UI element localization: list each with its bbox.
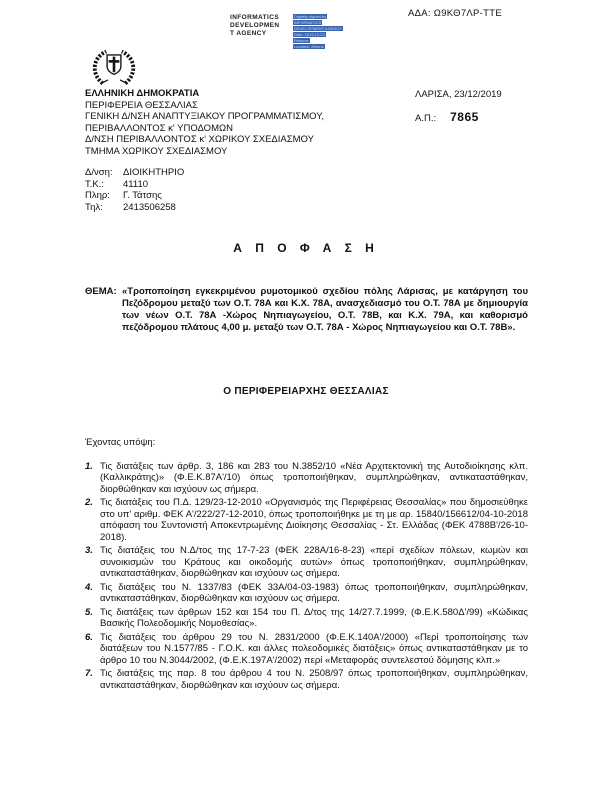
item-text: Τις διατάξεις των άρθρων 152 και 154 του Π. Δ/τος της 14/27.7.1999, (Φ.Ε.Κ.580Δ'/99) «Κώδικας Βασικής Πολεοδομικής Νομοθεσίας». — [100, 606, 528, 629]
legal-item — [85, 545, 528, 580]
item-number: 2. — [85, 497, 93, 508]
legal-item — [85, 582, 528, 605]
decision-body — [85, 437, 528, 693]
legal-item — [85, 632, 528, 667]
address-value: ΔΙΟΙΚΗΤΗΡΙΟ — [123, 167, 185, 178]
org-line-general-directorate: ΓΕΝΙΚΗ Δ/ΝΣΗ ΑΝΑΠΤΥΞΙΑΚΟΥ ΠΡΟΓΡΑΜΜΑΤΙΣΜΟΥ, — [85, 111, 325, 122]
item-text: Τις διατάξεις του Ν.Δ/τος της 17-7-23 (ΦΕΚ 228Α/16-8-23) «περί σχεδίων πόλεων, κωμών και συνοικισμών του Κράτους και οικοδομής αυτών» όπως τροποποιήθηκαν, συμπληρώθηκαν, αντικαταστάθηκαν, διορθώθηκαν και ισχύουν ως σήμερα. — [100, 545, 528, 579]
tel-label: Τηλ: — [85, 201, 103, 213]
item-number: 5. — [85, 606, 93, 618]
stamp-signature-line: Location: Athens — [294, 44, 324, 49]
org-line-department: ΤΜΗΜΑ ΧΩΡΙΚΟΥ ΣΧΕΔΙΑΣΜΟΥ — [85, 145, 228, 157]
item-text: Τις διατάξεις του άρθρου 29 του Ν. 2831/2000 (Φ.Ε.Κ.140Α'/2000) «Περί τροποποίησης των διατάξεων του Ν.1577/85 - Γ.Ο.Κ. και άλλες πολεοδομικές διατάξεις» όπως αντικαταστάθηκαν με το άρθρο 10 του Ν.3044/2002, (Φ.Ε.Κ.197Α'/2002) περί «Μεταφοράς συντελεστού δόμησης κλπ.» — [100, 631, 528, 666]
stamp-signature-details — [293, 14, 343, 50]
item-text: Τις διατάξεις του Ν. 1337/83 (ΦΕΚ 33Α/04-03-1983) όπως τροποποιήθηκαν, συμπληρώθηκαν, αντικαταστάθηκαν, διορθώθηκαν και ισχύουν ως σήμερα. — [100, 581, 528, 604]
legal-item — [85, 497, 528, 543]
tel-value: 2413506258 — [123, 201, 176, 213]
item-text: Τις διατάξεις του Π.Δ. 129/23-12-2010 «Οργανισμός της Περιφέρειας Θεσσαλίας» που δημοσιεύθηκε στο υπ' αριθμ. ΦΕΚ Α'/222/27-12-2010, όπως τροποποιήθηκε με τη με αρ. 15840/156612/04-10-2018 απόφαση του Συντονιστή Αποκεντρωμένης Διοίκησης Θεσσαλίας - Στ. Ελλάδας (ΦΕΚ 4788Β'/26-10-2018). — [100, 497, 528, 543]
legal-item — [85, 607, 528, 630]
address-label: Δ/νση: — [85, 167, 113, 178]
info-label: Πληρ: — [85, 190, 110, 201]
stamp-signature-line: Digitally signed by — [294, 14, 327, 19]
city-date: ΛΑΡΙΣΑ, 23/12/2019 — [415, 89, 502, 100]
item-number: 1. — [85, 460, 93, 472]
ada-number: ΑΔΑ: Ω9ΚΘ7ΛΡ-ΤΤΕ — [408, 8, 502, 19]
org-line-republic: ΕΛΛΗΝΙΚΗ ΔΗΜΟΚΡΑΤΙΑ — [85, 88, 200, 99]
org-line-directorate: Δ/ΝΣΗ ΠΕΡΙΒΑΛΛΟΝΤΟΣ κ' ΧΩΡΙΚΟΥ ΣΧΕΔΙΑΣΜΟΥ — [85, 134, 314, 145]
item-number: 3. — [85, 545, 93, 556]
stamp-signature-line: INFORMATICS — [294, 20, 322, 25]
item-number: 4. — [85, 581, 93, 593]
item-text: Τις διατάξεις της παρ. 8 του άρθρου 4 του Ν. 2508/97 όπως τροποποιήθηκαν, συμπληρώθηκαν, αντικαταστάθηκαν, διορθώθηκαν και ισχύουν ως σήμερα. — [100, 668, 528, 691]
protocol-label: Α.Π.: — [415, 113, 437, 124]
legal-item — [85, 461, 528, 496]
stamp-signature-line: Reason: — [294, 38, 309, 43]
stamp-agency-line: INFORMATICS — [230, 14, 280, 21]
stamp-signature-line: DEVELOPMENT AGENCY — [294, 26, 342, 31]
digital-signature-stamp — [230, 14, 343, 50]
contact-info-row — [85, 190, 184, 202]
subject-block — [85, 286, 528, 334]
considering-label: Έχοντας υπόψη: — [85, 437, 156, 448]
authority-title: Ο ΠΕΡΙΦΕΡΕΙΑΡΧΗΣ ΘΕΣΣΑΛΙΑΣ — [223, 386, 389, 397]
contact-zip-row — [85, 179, 184, 191]
item-number: 7. — [85, 668, 93, 679]
stamp-agency-name — [230, 14, 288, 38]
protocol-number: 7865 — [450, 110, 479, 124]
protocol-block — [415, 110, 479, 124]
greek-coat-of-arms-icon — [88, 48, 140, 91]
org-line-general-directorate-2: ΠΕΡΙΒΑΛΛΟΝΤΟΣ κ' ΥΠΟΔΟΜΩΝ — [85, 122, 233, 134]
contact-address-row — [85, 167, 184, 179]
zip-label: Τ.Κ.: — [85, 178, 105, 190]
contact-block — [85, 167, 184, 213]
decision-title: Α Π Ο Φ Α Σ Η — [233, 241, 379, 255]
stamp-agency-line: T AGENCY — [230, 30, 267, 37]
info-value: Γ. Τάτσης — [123, 190, 162, 201]
stamp-agency-line: DEVELOPMEN — [230, 22, 280, 29]
contact-tel-row — [85, 202, 184, 214]
letterhead — [85, 88, 415, 157]
stamp-signature-line: Date: 2019.12.23 — [294, 32, 325, 37]
subject-text: «Τροποποίηση εγκεκριμένου ρυμοτομικού σχεδίου πόλης Λάρισας, με κατάργηση του Πεζόδρομου μεταξύ των Ο.Τ. 78Α και Κ.Χ. 78Α, ανασχεδιασμό του Ο.Τ. 78Α με δημιουργία των νέων Ο.Τ. 78Α -Χώρος Νηπιαγωγείου, Ο.Τ. 78Β, και Κ.Χ. 79Α, και καθορισμό πεζόδρομου πλάτους 4,00 μ. μεταξύ των Ο.Τ. 78Α - Χώρος Νηπιαγωγείου και Ο.Τ. 78Β». — [122, 286, 528, 333]
subject-label: ΘΕΜΑ: — [85, 286, 117, 297]
item-number: 6. — [85, 631, 93, 643]
zip-value: 41110 — [123, 178, 149, 190]
org-line-region: ΠΕΡΙΦΕΡΕΙΑ ΘΕΣΣΑΛΙΑΣ — [85, 99, 198, 111]
item-text: Τις διατάξεις των άρθρ. 3, 186 και 283 του Ν.3852/10 «Νέα Αρχιτεκτονική της Αυτοδιοίκησης κλπ. (Καλλικράτης)» (Φ.Ε.Κ.87Α'/10) όπως τροποποιήθηκαν, συμπληρώθηκαν, αντικαταστάθηκαν, διορθώθηκαν και ισχύουν ως σήμερα. — [100, 460, 528, 495]
legal-item — [85, 668, 528, 691]
